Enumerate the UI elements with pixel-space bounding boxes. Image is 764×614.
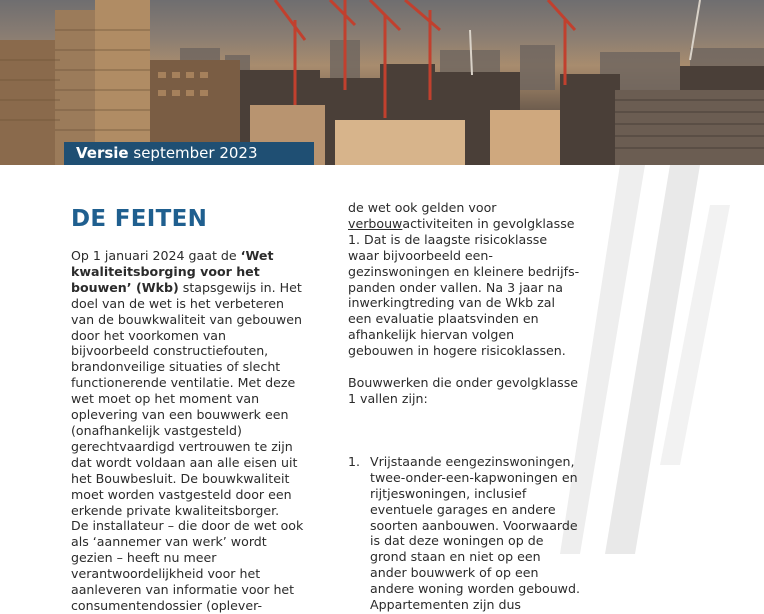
list-intro: Bouwwerken die onder gevolgklasse 1 vallen zijn:	[348, 375, 579, 406]
section-heading: DE FEITEN	[71, 206, 208, 232]
scope-text-start: de wet ook gelden voor	[348, 200, 497, 215]
city-skyline-illustration	[0, 0, 764, 165]
version-badge	[64, 142, 314, 165]
intro-paragraph	[71, 248, 304, 518]
intro-text-rest: stapsgewijs in. Het doel van de wet is het verbeteren van de bouwkwaliteit van gebouwen door het voorkomen van bijvoorbeeld constructiefouten, brandonveilige situaties of slecht functionerende ventilatie. Met deze wet moet op het moment van oplevering van een bouwwerk een (onafhankelijk vastgesteld) gerechtvaardigd vertrouwen te zijn dat wordt voldaan aan alle eisen uit het Bouwbesluit. De bouwkwaliteit moet worden vastgesteld door een erkende private kwaliteitsborger.	[71, 279, 302, 518]
list-number: 1.	[348, 453, 361, 469]
underlined-term: verbouw	[348, 215, 403, 231]
law-name: ‘Wet kwaliteitsborging voor het bouwen’ (Wkb)	[71, 248, 274, 295]
header-photo	[0, 0, 764, 165]
right-column	[348, 200, 581, 613]
version-label: Versie	[76, 144, 129, 162]
intro-text-start: Op 1 januari 2024 gaat de	[71, 248, 241, 263]
list-text: Vrijstaande eengezinswoningen, twee-onder-een-kapwoningen en rijtjeswoningen, inclusief eventuele garages en andere soorten aanbouwen. Voorwaarde is dat deze woningen op de grond staan en niet op een ander bouwwerk of op een andere woning worden gebouwd. Appartementen zijn dus	[370, 453, 580, 613]
version-date: september 2023	[128, 144, 258, 162]
left-column	[71, 204, 304, 614]
slash-watermark	[560, 165, 760, 554]
installer-paragraph: De installateur – die door de wet ook als ‘aannemer van werk’ wordt gezien – heeft nu meer verantwoordelijkheid voor het aanleveren van informatie voor het consumentendossier (oplever-	[71, 518, 304, 613]
scope-text-rest: activiteiten in gevolgklasse 1. Dat is de laagste risicoklasse waar bijvoorbeeld eengezinswoningen en kleinere bedrijfspanden onder vallen. Na 3 jaar na inwerkingtreding van de Wkb zal een evaluatie plaatsvinden en afhankelijk hiervan volgen gebouwen in hogere risicoklassen.	[348, 215, 580, 359]
list-item	[348, 454, 581, 613]
scope-paragraph	[348, 200, 581, 359]
